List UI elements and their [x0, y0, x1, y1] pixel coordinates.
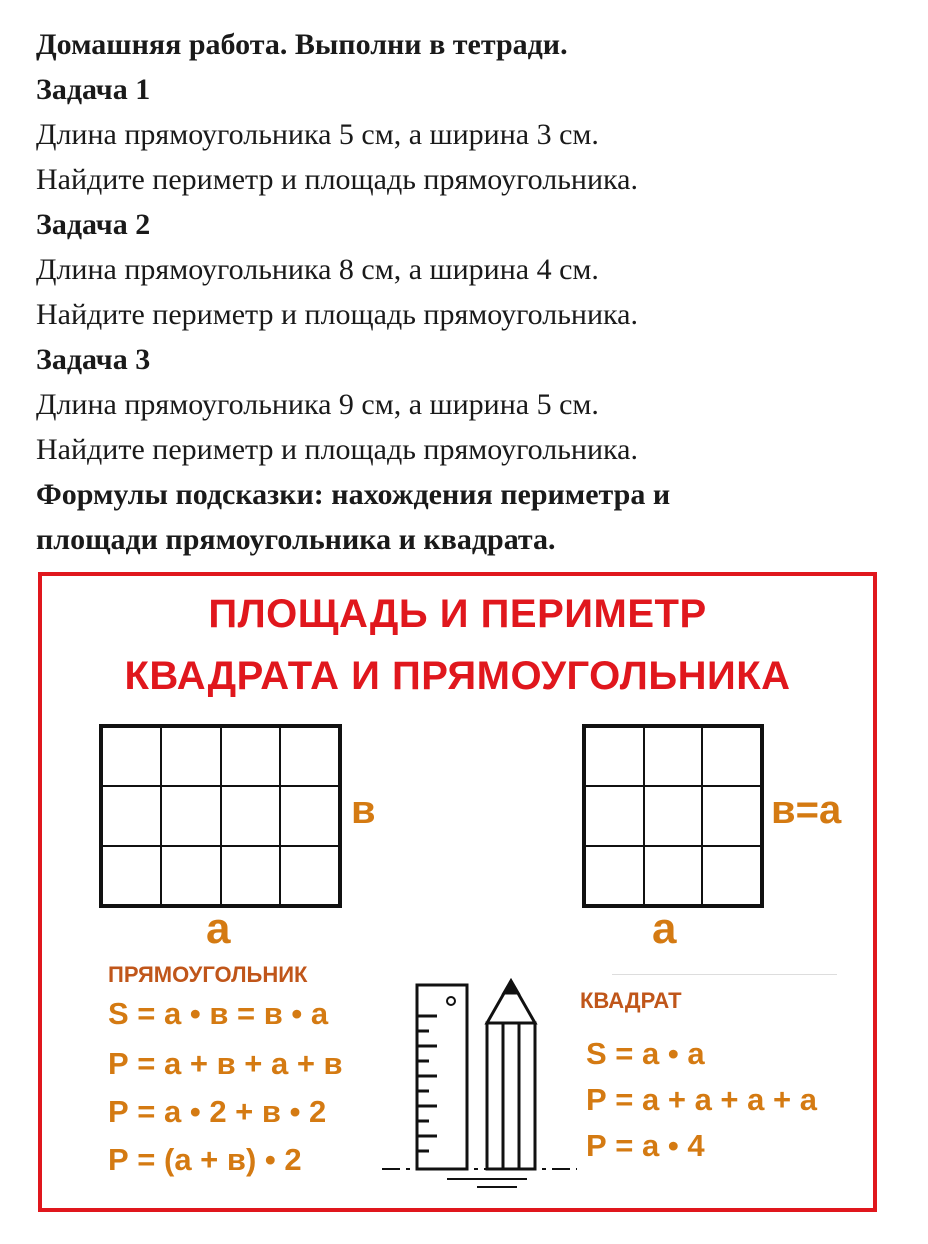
task-3-line-2: Найдите периметр и площадь прямоугольника. [36, 433, 638, 466]
ruler-pencil-illustration [377, 971, 587, 1191]
ruler-icon [417, 985, 467, 1169]
grid-cell [585, 846, 644, 905]
grid-cell [644, 786, 703, 845]
task-3-line-1: Длина прямоугольника 9 см, а ширина 5 см. [36, 388, 599, 421]
divider [612, 974, 837, 975]
square-bottom-label: а [652, 904, 677, 953]
grid-cell [161, 727, 220, 786]
rectangle-formula-1: S = а • в = в • а [108, 996, 329, 1031]
task-1-line-1: Длина прямоугольника 5 см, а ширина 3 см. [36, 118, 599, 151]
grid-cell [280, 786, 339, 845]
grid-cell [644, 727, 703, 786]
homework-title: Домашняя работа. Выполни в тетради. [36, 28, 568, 61]
grid-cell [221, 727, 280, 786]
task-1-heading: Задача 1 [36, 73, 151, 106]
rectangle-formula-4: Р = (а + в) • 2 [108, 1142, 302, 1177]
square-formula-1: S = а • а [586, 1036, 705, 1071]
task-1-line-2: Найдите периметр и площадь прямоугольника. [36, 163, 638, 196]
grid-cell [161, 846, 220, 905]
grid-cell [702, 727, 761, 786]
grid-cell [585, 727, 644, 786]
rectangle-heading: ПРЯМОУГОЛЬНИК [108, 962, 308, 987]
rectangle-formula-2: Р = а + в + а + в [108, 1046, 343, 1081]
square-formula-3: Р = а • 4 [586, 1128, 705, 1163]
grid-cell [280, 846, 339, 905]
grid-cell [161, 786, 220, 845]
card-title-line-1: ПЛОЩАДЬ И ПЕРИМЕТР [208, 592, 707, 636]
grid-cell [102, 786, 161, 845]
grid-cell [102, 727, 161, 786]
grid-cell [585, 786, 644, 845]
square-side-label: в=а [771, 788, 842, 832]
task-2-heading: Задача 2 [36, 208, 151, 241]
square-formula-2: Р = а + а + а + а [586, 1082, 817, 1117]
rectangle-bottom-label: а [206, 904, 231, 953]
rectangle-grid [99, 724, 342, 908]
hint-line-2: площади прямоугольника и квадрата. [36, 523, 556, 556]
formula-card [38, 572, 877, 1212]
card-title-line-2: КВАДРАТА И ПРЯМОУГОЛЬНИКА [124, 654, 791, 698]
grid-cell [102, 846, 161, 905]
grid-cell [221, 786, 280, 845]
grid-cell [702, 786, 761, 845]
task-3-heading: Задача 3 [36, 343, 151, 376]
square-grid [582, 724, 764, 908]
pencil-icon [487, 981, 535, 1169]
grid-cell [280, 727, 339, 786]
hint-line-1: Формулы подсказки: нахождения периметра и [36, 478, 671, 511]
rectangle-formula-3: Р = а • 2 + в • 2 [108, 1094, 327, 1129]
homework-text [36, 22, 916, 562]
ground-line [382, 1169, 577, 1187]
square-heading: КВАДРАТ [580, 988, 682, 1013]
grid-cell [221, 846, 280, 905]
task-2-line-2: Найдите периметр и площадь прямоугольника. [36, 298, 638, 331]
grid-cell [702, 846, 761, 905]
task-2-line-1: Длина прямоугольника 8 см, а ширина 4 см. [36, 253, 599, 286]
rectangle-side-label: в [351, 788, 376, 832]
grid-cell [644, 846, 703, 905]
